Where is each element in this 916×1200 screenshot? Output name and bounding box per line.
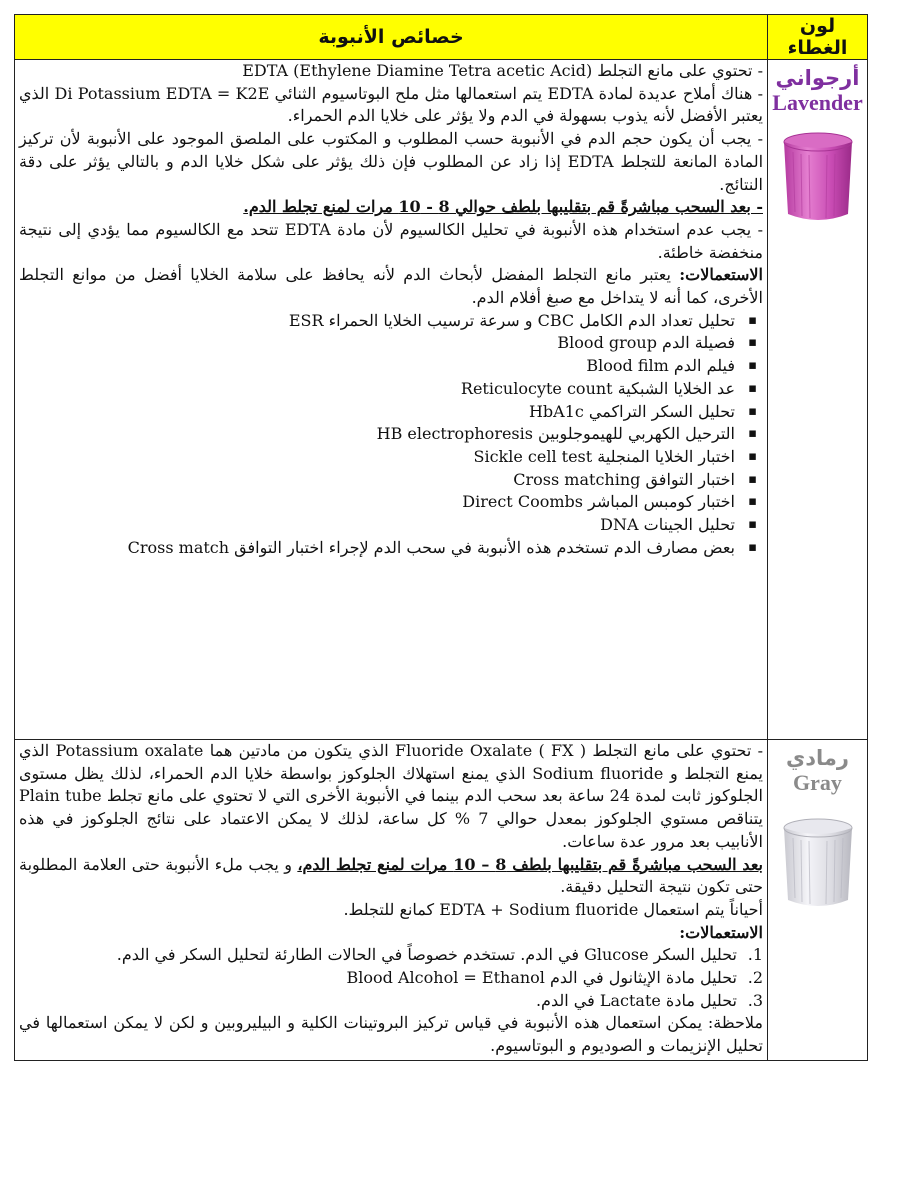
list-text: تحليل مادة الإيثانول في الدم Blood Alcohol = Ethanol (346, 968, 737, 988)
lavender-uses-text: يعتبر مانع التجلط المفضل لأبحاث الدم لأنه يحافظ على سلامة الخلايا أفضل من موانع التجلط الأخرى، كما أنه لا يتداخل مع صبغ أفلام الدم. (19, 265, 763, 308)
list-text: تحليل مادة Lactate في الدم. (535, 990, 737, 1010)
list-number: 3. (747, 990, 763, 1010)
list-item (19, 967, 763, 990)
lavender-uses-list (19, 310, 763, 560)
gray-p1: - تحتوي على مانع التجلط Fluoride Oxalate ( FX ) الذي يتكون من مادتين هما Potassium oxalate الذي يمنع التجلط و Sodium fluoride الذي يمنع استهلاك الجلوكوز بواسطة خلايا الدم الحمراء، لذلك يظل مستوى الجلوكوز ثابت لمدة 24 ساعة بعد سحب الدم بينما في الأنبوبة الأخرى التي لا تحتوي على مانع تجلط Plain tube يتناقص مستوي الجلوكوز بمعدل حوالي 7 % كل ساعة، لذلك لا يمكن الاعتماد على نتائج الجلوكوز في هذه الأنابيب بعد مرور عدة ساعات. (19, 741, 764, 851)
header-row (15, 15, 868, 60)
gray-uses-list (19, 944, 763, 1012)
gray-p2 (19, 854, 763, 899)
lavender-uses-para (19, 264, 763, 309)
list-item (19, 944, 763, 967)
lavender-name-ar: أرجواني (775, 66, 860, 90)
list-item: ▪ فصيلة الدم Blood group (19, 332, 757, 355)
gray-row (15, 740, 868, 1061)
lavender-cap-cell (768, 60, 868, 740)
lavender-name-en: Lavender (772, 90, 863, 115)
gray-cap-cell (768, 740, 868, 1061)
list-item: ▪ الترحيل الكهربي للهيموجلوبين HB electrophoresis (19, 423, 757, 446)
list-item: ▪ فيلم الدم Blood film (19, 355, 757, 378)
lavender-properties-cell (15, 60, 768, 740)
lavender-uses-label: الاستعمالات: (679, 265, 763, 285)
list-item: ▪ تحليل تعداد الدم الكامل CBC و سرعة ترسيب الخلايا الحمراء ESR (19, 310, 757, 333)
gray-uses-label: الاستعمالات: (679, 922, 763, 942)
gray-name-en: Gray (793, 770, 842, 795)
list-item: ▪ عد الخلايا الشبكية Reticulocyte count (19, 378, 757, 401)
list-number: 1. (747, 945, 763, 965)
list-text: تحليل السكر Glucose في الدم. تستخدم خصوصاً في الحالات الطارئة لتحليل السكر في الدم. (116, 945, 737, 965)
header-properties: خصائص الأنبوبة (15, 15, 768, 60)
gray-name-ar: رمادي (786, 746, 849, 770)
list-number: 2. (747, 968, 763, 988)
gray-p2-bold: بعد السحب مباشرةً قم بتقليبها بلطف 8 – 10 مرات لمنع تجلط الدم، (297, 854, 763, 874)
lavender-p5: - يجب عدم استخدام هذه الأنبوبة في تحليل الكالسيوم لأن مادة EDTA تتحد مع الكالسيوم مما يؤدي إلى نتيجة منخفضة خاطئة. (19, 219, 763, 262)
list-item (19, 990, 763, 1013)
list-item: ▪ تحليل السكر التراكمي HbA1c (19, 401, 757, 424)
lavender-p2: - هناك أملاح عديدة لمادة EDTA يتم استعمالها مثل ملح البوتاسيوم الثنائي Di Potassium EDTA = K2E الذي يعتبر الأفضل لأنه يذوب بسهولة في الدم ولا يؤثر على خلايا الدم الحمراء. (19, 83, 763, 126)
gray-p2-rest: و يجب ملء الأنبوبة حتى العلامة المطلوبة حتى تكون نتيجة التحليل دقيقة. (19, 854, 763, 897)
page (14, 14, 868, 1061)
list-item: ▪ تحليل الجينات DNA (19, 514, 757, 537)
gray-p3: أحياناً يتم استعمال EDTA + Sodium fluoride كمانع للتجلط. (343, 899, 763, 919)
header-cap-color: لون الغطاء (768, 15, 868, 60)
lavender-cap-image-icon (777, 130, 859, 230)
gray-properties-cell (15, 740, 768, 1061)
lavender-p3: - يجب أن يكون حجم الدم في الأنبوبة حسب المطلوب و المكتوب على الملصق الموجود على الأنبوبة لأن تركيز المادة المانعة للتجلط EDTA إذا زاد عن المطلوب فإن ذلك يؤثر على شكل خلايا الدم و بالتالي يؤثر على دقة النتائج. (19, 129, 764, 194)
tube-properties-table (14, 14, 868, 1061)
list-item: ▪ اختبار التوافق Cross matching (19, 469, 757, 492)
lavender-row (15, 60, 868, 740)
lavender-p1: - تحتوي على مانع التجلط EDTA (Ethylene Diamine Tetra acetic Acid) (242, 61, 763, 80)
list-item: ▪ اختبار كومبس المباشر Direct Coombs (19, 491, 757, 514)
gray-note: ملاحظة: يمكن استعمال هذه الأنبوبة في قياس تركيز البروتينات الكلية و البيليروبين و لكن لا يمكن استعمالها في تحليل الإنزيمات و الصوديوم و البوتاسيوم. (19, 1013, 764, 1056)
list-item: ▪ اختبار الخلايا المنجلية Sickle cell test (19, 446, 757, 469)
lavender-p4-inversion-note: - بعد السحب مباشرةً قم بتقليبها بلطف حوالي 8 - 10 مرات لمنع تجلط الدم. (243, 197, 763, 217)
gray-cap-image-icon (777, 816, 859, 916)
list-item: ▪ بعض مصارف الدم تستخدم هذه الأنبوبة في سحب الدم لإجراء اختبار التوافق Cross match (19, 537, 757, 560)
